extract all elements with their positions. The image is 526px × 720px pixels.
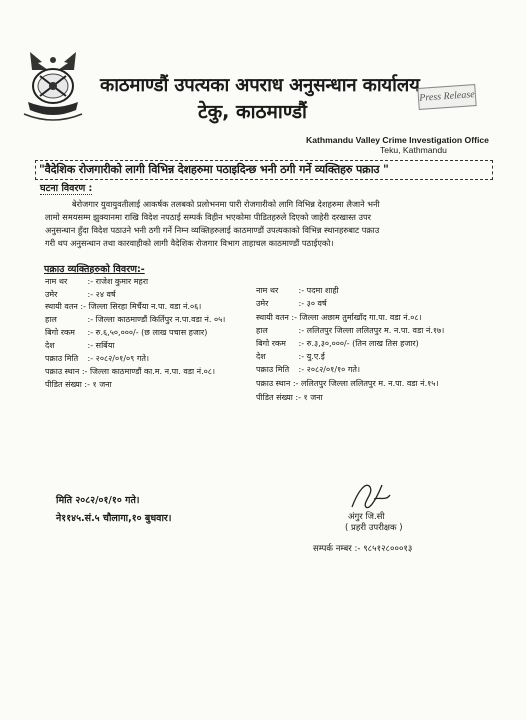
incident-line: लामो समयसम्म झुक्यानमा राखि विदेश नपठाई सम्पर्क विहीन भएकोमा पीडितहरुले दिएको जाहेरी दरखास्त उपर (45, 212, 372, 222)
person-2-victims-row (256, 392, 323, 403)
field-value: :- यु.ए.ई (298, 352, 325, 361)
field-label: पीडित संख्या (45, 380, 82, 389)
field-label: पक्राउ स्थान (45, 367, 80, 376)
person-1-victims-row (45, 379, 112, 390)
office-name-english: Kathmandu Valley Crime Investigation Office (306, 135, 489, 145)
field-label: उमेर (45, 290, 58, 299)
field-value: :- २०८२/०१/०९ गते। (87, 354, 149, 363)
field-label: उमेर (256, 299, 269, 308)
incident-section-title: घटना विवरण : (40, 183, 93, 194)
field-value: :- जिल्ला सिरहा मिर्चैया न.पा. वडा नं.०६। (80, 302, 202, 311)
field-label: बिगो रकम (45, 328, 75, 337)
field-value: :- ३० वर्ष (298, 299, 327, 308)
field-label: देश (256, 352, 266, 361)
field-label: हाल (256, 326, 268, 335)
incident-line: बेरोजगार युवायुवतीलाई आकर्षक तलबको प्रलोभनमा पारी रोजगारीको लागि विभिन्न देशहरुमा लैजाने भनी (72, 199, 380, 209)
person-2-permanent-address-row (256, 312, 422, 323)
signature-icon (344, 477, 394, 515)
person-2-age-row (256, 298, 327, 309)
field-label: स्थायी वतन (256, 313, 289, 322)
person-2-name-row (256, 285, 339, 296)
person-2-fraud-amount-row (256, 338, 419, 349)
headline-box: "वैदेशिक रोजगारीको लागी विभिन्न देशहरुमा पठाइदिन्छ भनी ठगी गर्ने व्यक्तिहरु पक्राउ " (35, 160, 493, 180)
field-label: हाल (45, 315, 57, 324)
person-1-fraud-amount-row (45, 327, 207, 338)
field-value: :- जिल्ला अछाम तुर्माखाँद गा.पा. वडा नं.०८। (291, 313, 422, 322)
field-label: पक्राउ स्थान (256, 379, 291, 388)
release-date: मिति २०८२/०१/१० गते। (56, 495, 140, 506)
field-label: देश (45, 341, 55, 350)
field-value: :- ललितपुर जिल्ला ललितपुर म. न.पा. वडा नं.१७। (298, 326, 445, 335)
field-value: :- राजेश कुमार महरा (87, 277, 149, 286)
contact-number: सम्पर्क नम्बर :- ९८५१२८०००१३ (313, 544, 413, 554)
field-value: :- रु.६,५०,०००/- (छ लाख पचास हजार) (87, 328, 208, 337)
person-1-arrest-place-row (45, 366, 215, 377)
person-2-country-row (256, 351, 325, 362)
field-label: नाम थर (45, 277, 68, 286)
press-release-stamp: Press Release (417, 84, 476, 110)
incident-line: गरी थप अनुसन्धान तथा कारवाहीको लागी वैदेशिक रोजगार विभाग ताहाचल काठमाण्डौं पठाईएको। (45, 238, 334, 248)
office-location-english: Teku, Kathmandu (380, 145, 447, 155)
field-value: :- २०८२/०१/१० गते। (298, 365, 360, 374)
field-label: पीडित संख्या (256, 393, 293, 402)
person-1-permanent-address-row (45, 301, 201, 312)
field-value: :- सर्बिया (87, 341, 115, 350)
person-1-age-row (45, 289, 116, 300)
field-value: :- २४ वर्ष (87, 290, 116, 299)
field-value: :- १ जना (84, 380, 112, 389)
field-label: स्थायी वतन (45, 302, 78, 311)
field-value: :- ललितपुर जिल्ला ललितपुर म. न.पा. वडा नं.१५। (292, 379, 439, 388)
person-1-name-row (45, 276, 148, 287)
nepal-police-emblem-icon (20, 46, 86, 126)
field-value: :- रु.३,३०,०००/- (तिन लाख तिस हजार) (298, 339, 419, 348)
signer-role: ( प्रहरी उपरीक्षक ) (345, 523, 403, 533)
nepal-sambat-date: ने११४५.सं.५ चौलागा,१० बुधवार। (56, 513, 172, 524)
person-1-current-address-row (45, 314, 225, 325)
field-label: नाम थर (256, 286, 279, 295)
field-value: :- जिल्ला काठमाण्डौं का.म. न.पा. वडा नं.०८। (81, 367, 215, 376)
field-value: :- १ जना (295, 393, 323, 402)
field-label: पक्राउ मिति (45, 354, 79, 363)
person-2-arrest-place-row (256, 378, 439, 389)
field-label: बिगो रकम (256, 339, 286, 348)
field-label: पक्राउ मिति (256, 365, 290, 374)
incident-line: अनुसन्धान हुँदा विदेश पठाउने भनी ठगी गर्ने निम्न व्यक्तिहरुलाई काठमाण्डौं उपत्यकाको विभिन्न स्थानहरुबाट पक्राउ (45, 225, 380, 235)
arrested-section-title: पक्राउ व्यक्तिहरुको विवरण:- (44, 264, 145, 275)
field-value: :- जिल्ला काठमाण्डौं किर्तिपुर न.पा.वडा नं. ०५। (87, 315, 226, 324)
office-name-nepali: काठमाण्डौं उपत्यका अपराध अनुसन्धान कार्यालय (100, 75, 420, 96)
signer-name: अंगुर जि.सी (348, 512, 385, 522)
person-2-current-address-row (256, 325, 444, 336)
office-location-nepali: टेकु, काठमाण्डौं (198, 101, 307, 123)
person-1-country-row (45, 340, 114, 351)
field-value: :- पदमा शाही (298, 286, 339, 295)
person-2-arrest-date-row (256, 364, 360, 375)
person-1-arrest-date-row (45, 353, 149, 364)
